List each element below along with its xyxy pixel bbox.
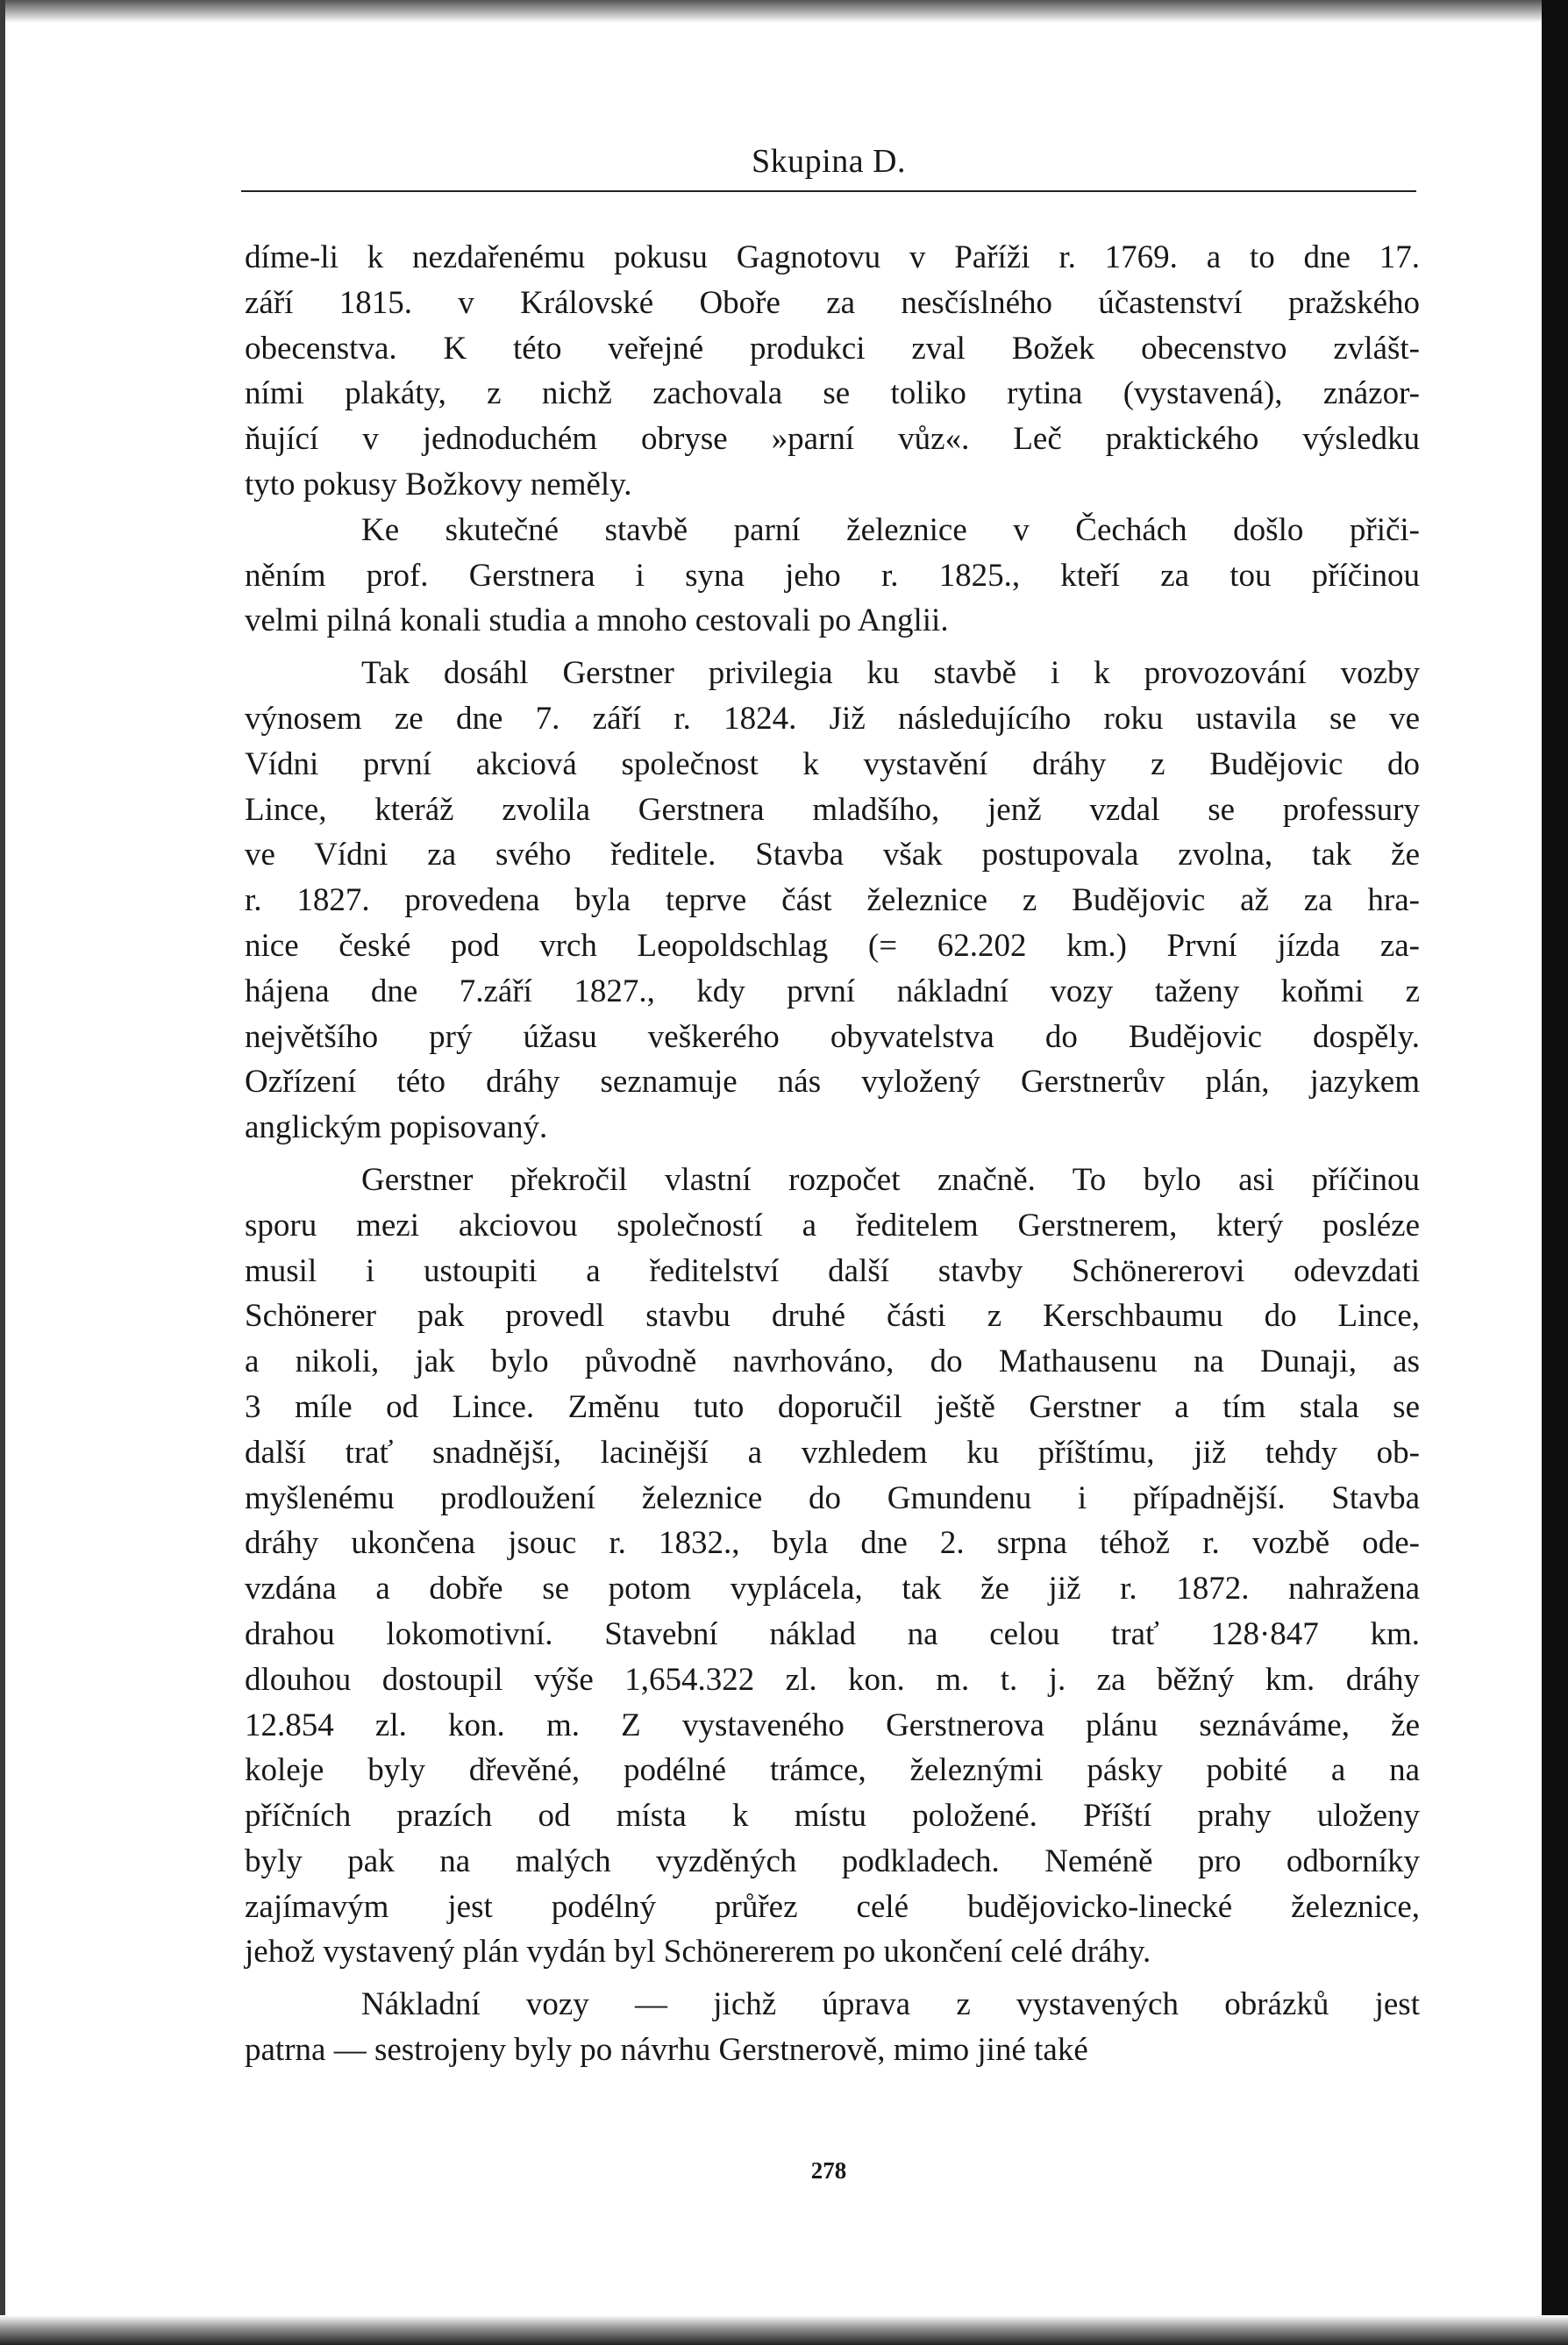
text-line: dlouhou dostoupil výše 1,654.322 zl. kon. m. t. j. za běžný km. dráhy — [245, 1661, 1420, 1698]
paragraph — [245, 508, 1420, 644]
text-line: vzdána a dobře se potom vyplácela, tak že již r. 1872. nahražena — [245, 1571, 1420, 1607]
paragraph-gap — [245, 1151, 1420, 1158]
text-line: Tak dosáhl Gerstner privilegia ku stavbě i k provozování vozby — [361, 655, 1420, 692]
scan-edge-right — [1542, 0, 1568, 2345]
text-line: myšlenému prodloužení železnice do Gmundenu i případnější. Stavba — [245, 1479, 1420, 1516]
text-line: sporu mezi akciovou společností a ředitelem Gerstnerem, který posléze — [245, 1207, 1420, 1244]
text-line: Gerstner překročil vlastní rozpočet značně. To bylo asi příčinou — [361, 1161, 1420, 1198]
text-line: dráhy ukončena jsouc r. 1832., byla dne 2. srpna téhož r. vozbě ode- — [245, 1525, 1420, 1562]
paragraph-gap — [245, 1975, 1420, 1982]
paragraph — [245, 651, 1420, 1151]
text-line: 12.854 zl. kon. m. Z vystaveného Gerstnerova plánu seznáváme, že — [245, 1707, 1420, 1743]
text-line: anglickým popisovaný. — [245, 1109, 548, 1146]
paragraph — [245, 1982, 1420, 2073]
text-line: patrna — sestrojeny byly po návrhu Gerstnerově, mimo jiné také — [245, 2032, 1088, 2069]
text-line: září 1815. v Královské Oboře za nesčíslného účastenství pražského — [245, 284, 1420, 321]
text-line: výnosem ze dne 7. září r. 1824. Již následujícího roku ustavila se ve — [245, 700, 1420, 737]
text-line: ve Vídni za svého ředitele. Stavba však postupovala zvolna, tak že — [245, 837, 1420, 873]
text-line: nice české pod vrch Leopoldschlag (= 62.202 km.) První jízda za- — [245, 927, 1420, 964]
text-line: zajímavým jest podélný průřez celé budějovicko-linecké železnice, — [245, 1888, 1420, 1925]
text-line: další trať snadnější, lacinější a vzhledem ku příštímu, již tehdy ob- — [245, 1434, 1420, 1471]
text-line: hájena dne 7.září 1827., kdy první nákladní vozy taženy koňmi z — [245, 973, 1420, 1009]
header-rule — [241, 190, 1416, 192]
text-line: díme-li k nezdařenému pokusu Gagnotovu v Paříži r. 1769. a to dne 17. — [245, 239, 1420, 275]
paragraph — [245, 1158, 1420, 1975]
text-line: Vídni první akciová společnost k vystavění dráhy z Budějovic do — [245, 745, 1420, 782]
scan-edge-bottom — [0, 2315, 1568, 2345]
text-line: obecenstva. K této veřejné produkci zval Božek obecenstvo zvlášt- — [245, 330, 1420, 367]
paragraph — [245, 235, 1420, 508]
text-line: ními plakáty, z nichž zachovala se toliko rytina (vystavená), znázor- — [245, 375, 1420, 412]
text-line: Nákladní vozy — jichž úprava z vystavených obrázků jest — [361, 1986, 1420, 2023]
page-number: 278 — [810, 2157, 847, 2184]
body-text — [245, 235, 1420, 2073]
text-line: jehož vystavený plán vydán byl Schönererem po ukončení celé dráhy. — [245, 1934, 1151, 1971]
running-header: Skupina D. — [752, 143, 906, 180]
text-line: Schönerer pak provedl stavbu druhé části z Kerschbaumu do Lince, — [245, 1298, 1420, 1335]
text-line: 3 míle od Lince. Změnu tuto doporučil ještě Gerstner a tím stala se — [245, 1388, 1420, 1425]
text-line: byly pak na malých vyzděných podkladech. Neméně pro odborníky — [245, 1842, 1420, 1879]
text-line: musil i ustoupiti a ředitelství další stavby Schönererovi odevzdati — [245, 1252, 1420, 1289]
text-line: Lince, kteráž zvolila Gerstnera mladšího, jenž vzdal se professury — [245, 791, 1420, 828]
text-line: koleje byly dřevěné, podélné trámce, železnými pásky pobité a na — [245, 1752, 1420, 1789]
text-line: Ozřízení této dráhy seznamuje nás vyložený Gerstnerův plán, jazykem — [245, 1064, 1420, 1101]
text-line: a nikoli, jak bylo původně navrhováno, do Mathausenu na Dunaji, as — [245, 1344, 1420, 1380]
text-line: největšího prý úžasu veškerého obyvatelstva do Budějovic dospěly. — [245, 1018, 1420, 1055]
text-line: drahou lokomotivní. Stavební náklad na celou trať 128·847 km. — [245, 1615, 1420, 1652]
scan-edge-top — [0, 0, 1568, 23]
scan-edge-left — [0, 0, 5, 2345]
text-line: Ke skutečné stavbě parní železnice v Čechách došlo přiči- — [361, 511, 1420, 548]
text-line: něním prof. Gerstnera i syna jeho r. 1825., kteří za tou příčinou — [245, 557, 1420, 594]
text-line: ňující v jednoduchém obryse »parní vůz«. Leč praktického výsledku — [245, 421, 1420, 458]
paragraph-gap — [245, 644, 1420, 651]
text-line: příčních prazích od místa k místu položené. Příští prahy uloženy — [245, 1798, 1420, 1835]
text-line: tyto pokusy Božkovy neměly. — [245, 466, 632, 502]
text-line: r. 1827. provedena byla teprve část železnice z Budějovic až za hra- — [245, 882, 1420, 919]
text-line: velmi pilná konali studia a mnoho cestovali po Anglii. — [245, 602, 949, 639]
